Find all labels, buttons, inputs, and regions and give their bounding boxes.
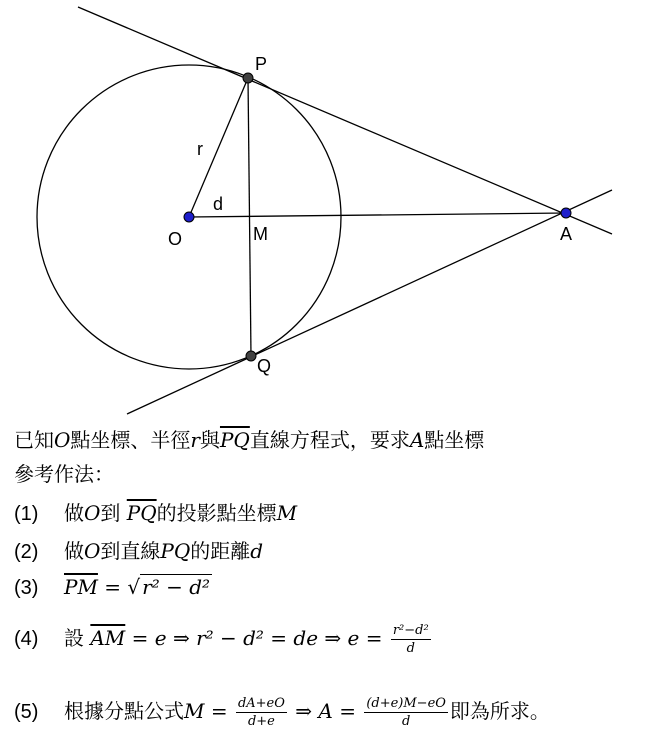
step-5-fraction-2 xyxy=(364,696,448,729)
step-5-text-a: 根據分點公式 xyxy=(64,699,184,723)
step-3-number: (3) xyxy=(14,577,39,599)
step-1 xyxy=(14,497,297,526)
given-point-O: O xyxy=(54,428,71,452)
step-1-segment-PQ: $\overline{PQ}$ xyxy=(126,501,157,525)
step-5-implies-A: ⇒ A = xyxy=(288,699,363,723)
given-point-A: A xyxy=(409,428,425,452)
point-P xyxy=(243,73,253,83)
step-5-number: (5) xyxy=(14,701,39,723)
step-3-equals-sqrt: = √ xyxy=(97,575,141,599)
segment-OA xyxy=(189,213,566,217)
step-1-point-M: M xyxy=(276,501,298,525)
step-3 xyxy=(14,574,212,600)
tangent-line-AQ xyxy=(127,190,612,414)
step-5-text-e: 即為所求。 xyxy=(449,699,550,723)
point-O xyxy=(184,212,194,222)
step-1-text-a: 做 xyxy=(64,501,84,525)
step-5 xyxy=(14,695,550,729)
label-r: r xyxy=(197,139,203,159)
step-2-text-e: 的距離 xyxy=(190,539,251,563)
step-2-distance-d: d xyxy=(250,539,264,563)
step-2 xyxy=(14,535,263,564)
given-text-5: 點坐標 xyxy=(424,428,485,452)
label-Q: Q xyxy=(257,356,272,376)
step-2-line-PQ: PQ xyxy=(160,539,191,563)
label-M: M xyxy=(253,224,268,244)
step-2-number: (2) xyxy=(14,541,39,563)
step-1-text-c: 到 xyxy=(100,501,121,525)
step-5-M-equals: M = xyxy=(184,699,234,723)
step-5-denominator-2: d xyxy=(401,714,411,729)
label-d: d xyxy=(213,194,224,214)
step-1-point-O: O xyxy=(84,501,101,525)
step-2-point-O: O xyxy=(84,539,101,563)
label-P: P xyxy=(255,54,268,74)
step-4-denominator: d xyxy=(406,641,415,656)
step-4-fraction xyxy=(391,623,431,656)
given-statement xyxy=(14,424,484,453)
given-line-PQ: $\overline{PQ}$ xyxy=(219,428,250,452)
tangent-line-AP xyxy=(78,7,612,234)
step-2-text-c: 到直線 xyxy=(100,539,161,563)
given-text-2: 點坐標、半徑 xyxy=(70,428,191,452)
method-title xyxy=(14,458,114,487)
step-4-segment-AM: $\overline{AM}$ xyxy=(90,626,126,650)
step-2-text-a: 做 xyxy=(64,539,84,563)
step-1-text-e: 的投影點坐標 xyxy=(156,501,277,525)
given-text-1: 已知 xyxy=(14,428,54,452)
given-radius-r: r xyxy=(190,428,200,452)
given-text-4: 直線方程式，要求 xyxy=(249,428,410,452)
step-4-number: (4) xyxy=(14,628,39,650)
label-O: O xyxy=(168,229,183,249)
method-title-text: 參考作法： xyxy=(14,462,114,486)
step-4-numerator: r²−d² xyxy=(392,623,429,638)
step-4-equation: = e ⇒ r² − d² = de ⇒ e = xyxy=(125,626,389,650)
step-3-radicand: r² − d² xyxy=(142,575,211,599)
point-Q xyxy=(246,351,256,361)
step-3-segment-PM: $\overline{PM}$ xyxy=(64,575,98,599)
step-5-numerator-2: (d+e)M−eO xyxy=(366,696,446,711)
point-A xyxy=(561,208,571,218)
step-4-text-a: 設 xyxy=(64,626,91,650)
step-5-fraction-1 xyxy=(236,696,287,729)
given-text-3: 與 xyxy=(199,428,220,452)
step-1-number: (1) xyxy=(14,503,39,525)
label-A: A xyxy=(560,224,573,244)
step-5-numerator-1: dA+eO xyxy=(237,696,285,711)
step-4 xyxy=(14,622,433,656)
step-5-denominator-1: d+e xyxy=(247,714,275,729)
